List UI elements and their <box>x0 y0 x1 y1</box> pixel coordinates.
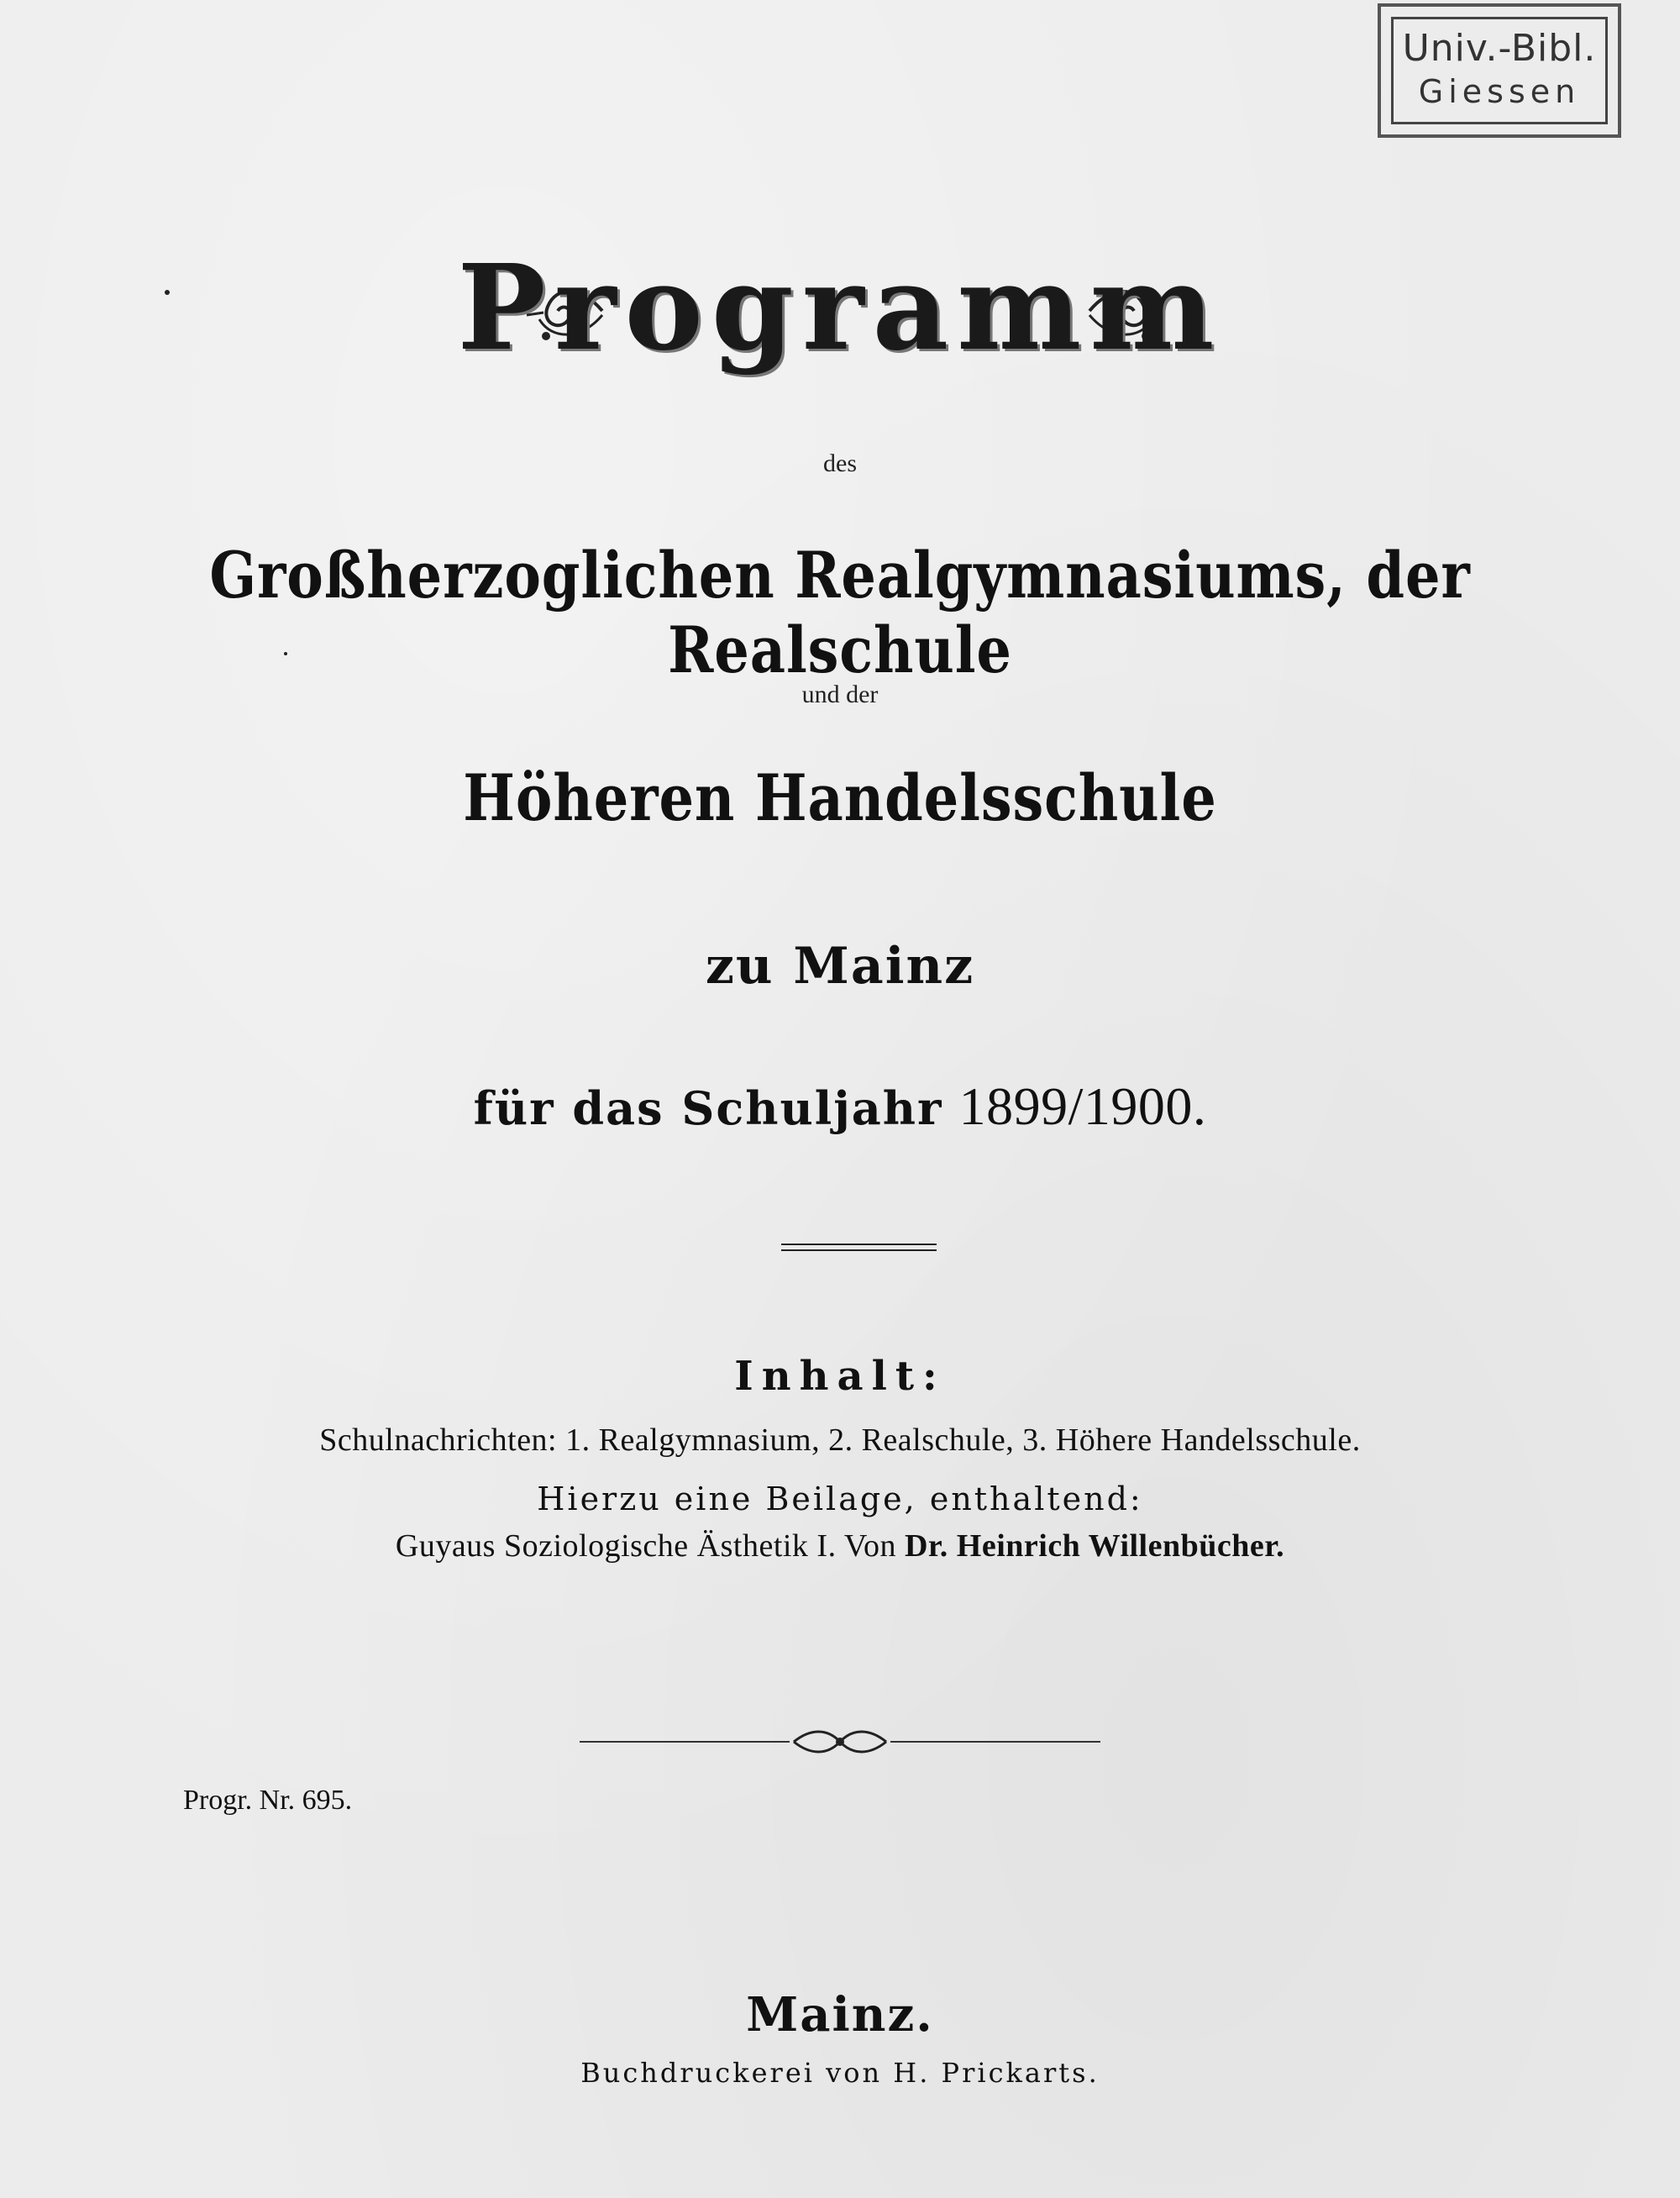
institution-name: Großherzoglichen Realgymnasiums, der Realschule <box>209 538 1471 687</box>
supplement-line: Hierzu eine Beilage, enthaltend: <box>537 1480 1143 1517</box>
contents-line: Schulnachrichten: 1. Realgymnasium, 2. Realschule, 3. Höhere Handelsschule. <box>319 1422 1361 1458</box>
essay-line <box>0 1528 1680 1564</box>
school-year-value: 1899/1900. <box>958 1076 1207 1136</box>
school-year-prefix: für das Schuljahr <box>473 1081 943 1135</box>
institution-line-wrapper <box>0 538 1680 687</box>
und-der-label: und der <box>801 681 879 708</box>
printer-line: Buchdruckerei von H. Prickarts. <box>580 2057 1100 2089</box>
divider-rule-bottom <box>781 1249 937 1251</box>
des-label: des <box>823 450 857 477</box>
ornament-rule-icon <box>580 1727 1100 1757</box>
contents-heading: Inhalt: <box>734 1353 946 1400</box>
city-line: zu Mainz <box>705 937 975 996</box>
publication-place: Mainz. <box>746 1987 934 2043</box>
school-name: Höheren Handelsschule <box>463 760 1217 835</box>
page-title: Programm <box>457 239 1223 377</box>
stamp-line-2: Giessen <box>1418 73 1581 110</box>
school-year-line <box>0 1075 1680 1138</box>
library-stamp-inner <box>1391 17 1608 124</box>
library-stamp <box>1378 3 1621 138</box>
essay-title: Guyaus Soziologische Ästhetik I. Von <box>395 1528 896 1564</box>
divider-rule-top <box>781 1244 937 1245</box>
program-number: Progr. Nr. 695. <box>183 1785 353 1816</box>
stamp-line-1: Univ.-Bibl. <box>1402 27 1597 70</box>
school-line-wrapper <box>0 760 1680 835</box>
essay-author: Dr. Heinrich Willenbücher. <box>904 1528 1285 1564</box>
